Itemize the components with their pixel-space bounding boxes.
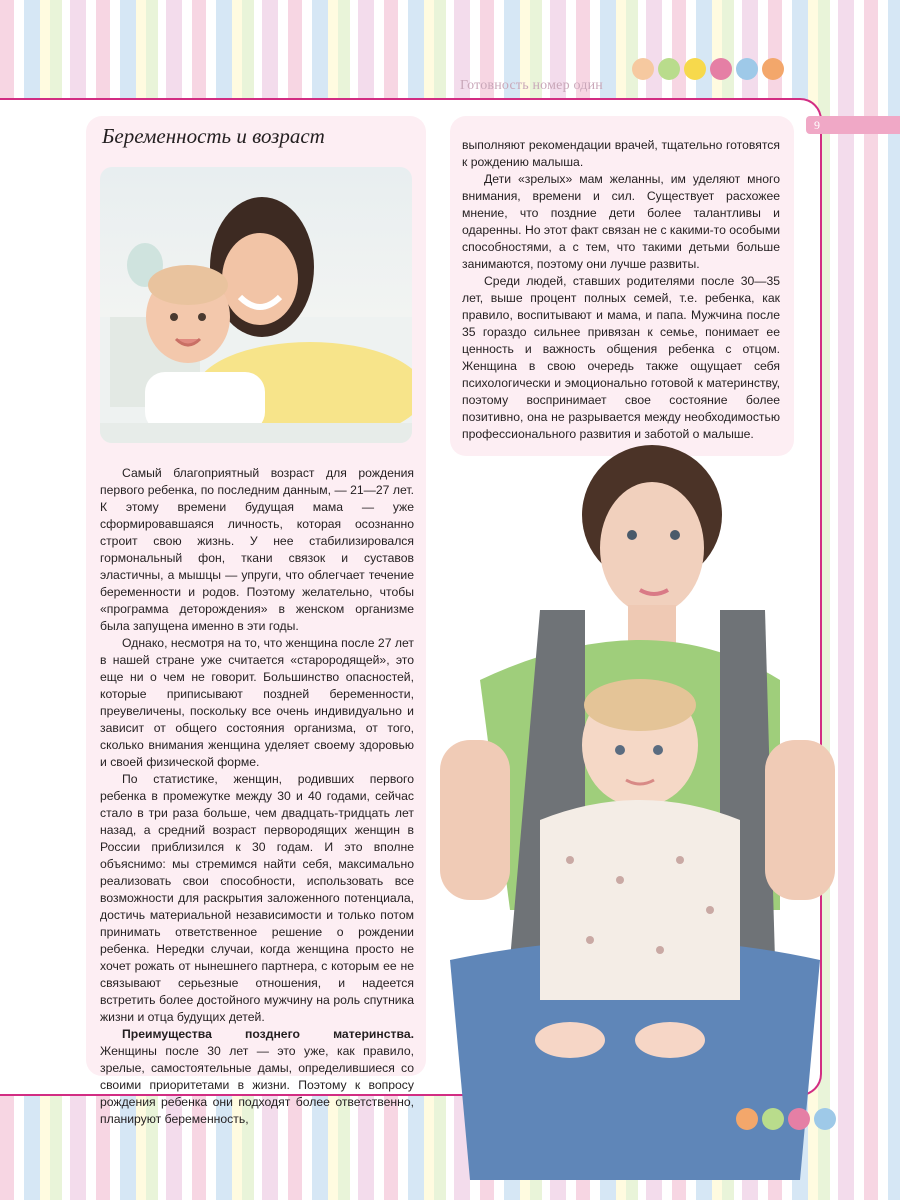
right-column-text [462,137,780,443]
baby-toys-decoration-icon [736,1108,836,1130]
baby-toys-decoration-icon [632,58,784,80]
paragraph: По статистике, женщин, родивших первого ребенка в промежутке между 30 и 40 годами, сейчас стало в три раза больше, чем двадцать-тридцать лет назад, а средний возраст первородящих женщин в России приблизился к 30 годам. И это вполне объяснимо: мы стремимся найти себя, максимально реализовать свои способности, использовать все возможности для раскрытия заложенного потенциала, достичь материальной независимости и только потом принимать ответственное решение о рождении ребенка. Нередки случаи, когда женщина просто не хочет рожать от нынешнего партнера, с которым ее не связывают серьезные отношения, и надеется встретить более достойного мужчину на роль спутника жизни и отца будущих детей. [100,772,414,1024]
subhead-text: Женщины после 30 лет — это уже, как правило, зрелые, самостоятельные дамы, определившиеся со своими приоритетами в жизни. Поэтому к вопросу рождения ребенка они подходят более ответственно, планируют беременность, [100,1044,414,1126]
paragraph: выполняют рекомендации врачей, тщательно готовятся к рождению малыша. [462,138,780,169]
paragraph: Дети «зрелых» мам желанны, им уделяют много внимания, времени и сил. Существует расхожее мнение, что поздние дети более талантливы и одаренны. Но этот факт связан не с какими-то особыми способностями, а с тем, что такими детьми больше занимаются, поэтому они лучше развиты. [462,172,781,271]
mother-with-baby-photo [420,440,850,1180]
running-title: Готовность номер один [460,78,603,93]
left-column-text [100,465,414,1128]
paragraph: Самый благоприятный возраст для рождения первого ребенка, по последним данным, — 21—27 лет. К этому времени будущая мама — уже сформировавшаяся личность, которая осознанно строит свою жизнь. У нее стабилизировался гормональный фон, ткани связок и суставов эластичны, а мышцы — упруги, что облегчает течение беременности и родов. Поэтому желательно, чтобы «программа деторождения» в женском организме была запущена именно в эти годы. [100,466,414,633]
paragraph: Среди людей, ставших родителями после 30—35 лет, выше процент полных семей, т.е. ребенка, как правило, воспитывают и мама, и папа. Мужчина после 35 гораздо сильнее привязан к семье, понимает ее ценность и важность общения ребенка с отцом. Женщина в свою очередь также ощущает себя психологически и эмоционально готовой к материнству, поэтому воспринимает свое состояние более позитивно, она не разрывается между необходимостью профессионального развития и заботой о малыше. [462,274,780,441]
page-number: 9 [806,116,900,134]
paragraph: Однако, несмотря на то, что женщина после 27 лет в нашей стране уже считается «старородящей», это еще ни о чем не говорит. Большинство опасностей, которые приписывают поздней беременности, преувеличены, поскольку все очень индивидуально и зависит от общего состояния организма, от того, сколько внимания женщина уделяет своему здоровью и своей физической форме. [100,636,414,769]
mother-baby-photo [100,167,412,443]
paragraph-with-subhead [100,1026,414,1128]
article-title: Беременность и возраст [102,124,325,148]
subhead: Преимущества позднего материнства. [122,1027,414,1041]
